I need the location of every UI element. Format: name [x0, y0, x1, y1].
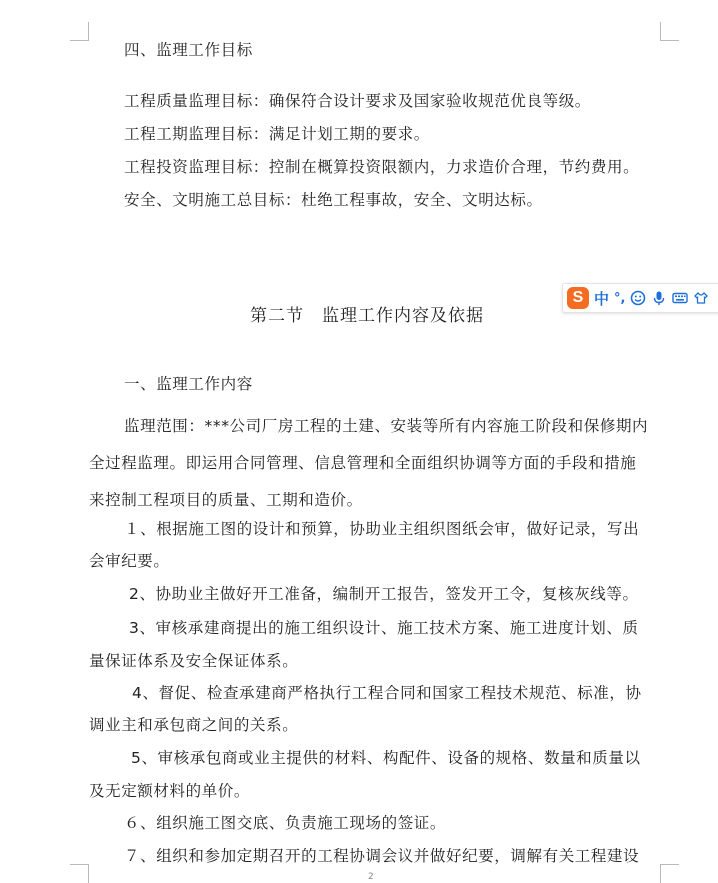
page-corner-mark	[70, 22, 89, 41]
emoji-icon[interactable]	[630, 290, 646, 306]
section-heading: 四、监理工作目标	[124, 41, 253, 59]
goal-line: 安全、文明施工总目标：杜绝工程事故，安全、文明达标。	[124, 191, 543, 209]
sub-heading: 一、监理工作内容	[124, 375, 253, 393]
list-item-line: 4、督促、检查承建商严格执行工程合同和国家工程技术规范、标准，协	[132, 684, 642, 702]
list-item-line: 及无定额材料的单价。	[89, 782, 251, 800]
page-corner-mark	[660, 864, 679, 883]
sogou-logo-icon[interactable]: S	[567, 287, 589, 309]
list-item-line: 3、审核承建商提出的施工组织设计、施工技术方案、施工进度计划、质	[129, 619, 639, 637]
list-item-line: ６、组织施工图交底、负责施工现场的签证。	[124, 814, 447, 832]
page-corner-mark	[70, 864, 89, 883]
paragraph-line: 来控制工程项目的质量、工期和造价。	[89, 491, 363, 509]
goal-line: 工程质量监理目标：确保符合设计要求及国家验收规范优良等级。	[124, 92, 591, 110]
list-item-line: 调业主和承包商之间的关系。	[89, 716, 299, 734]
page-corner-mark	[660, 22, 679, 41]
skin-icon[interactable]	[693, 290, 709, 306]
list-item-line: １、根据施工图的设计和预算，协助业主组织图纸会审，做好记录，写出	[124, 520, 640, 538]
paragraph-line: 全过程监理。即运用合同管理、信息管理和全面组织协调等方面的手段和措施	[89, 454, 637, 472]
section-title: 第二节 监理工作内容及依据	[250, 306, 484, 326]
paragraph-line: 监理范围：***公司厂房工程的土建、安装等所有内容施工阶段和保修期内	[124, 417, 649, 435]
ime-toolbar[interactable]	[562, 283, 718, 313]
list-item-line: 5、审核承包商或业主提供的材料、构配件、设备的规格、数量和质量以	[131, 749, 641, 767]
microphone-icon[interactable]	[651, 290, 667, 306]
goal-line: 工程投资监理目标：控制在概算投资限额内，力求造价合理，节约费用。	[124, 158, 640, 176]
list-item-line: ７、组织和参加定期召开的工程协调会议并做好纪要，调解有关工程建设	[124, 847, 640, 865]
list-item-line: 量保证体系及安全保证体系。	[89, 652, 299, 670]
list-item-line: 2、协助业主做好开工准备，编制开工报告，签发开工令，复核灰线等。	[129, 585, 639, 603]
keyboard-icon[interactable]	[672, 290, 688, 306]
list-item-line: 会审纪要。	[89, 552, 170, 570]
ime-punctuation-toggle[interactable]: °,	[614, 290, 626, 306]
goal-line: 工程工期监理目标：满足计划工期的要求。	[124, 125, 430, 143]
ime-language-toggle[interactable]: 中	[594, 289, 610, 308]
page-number: 2	[368, 872, 374, 882]
